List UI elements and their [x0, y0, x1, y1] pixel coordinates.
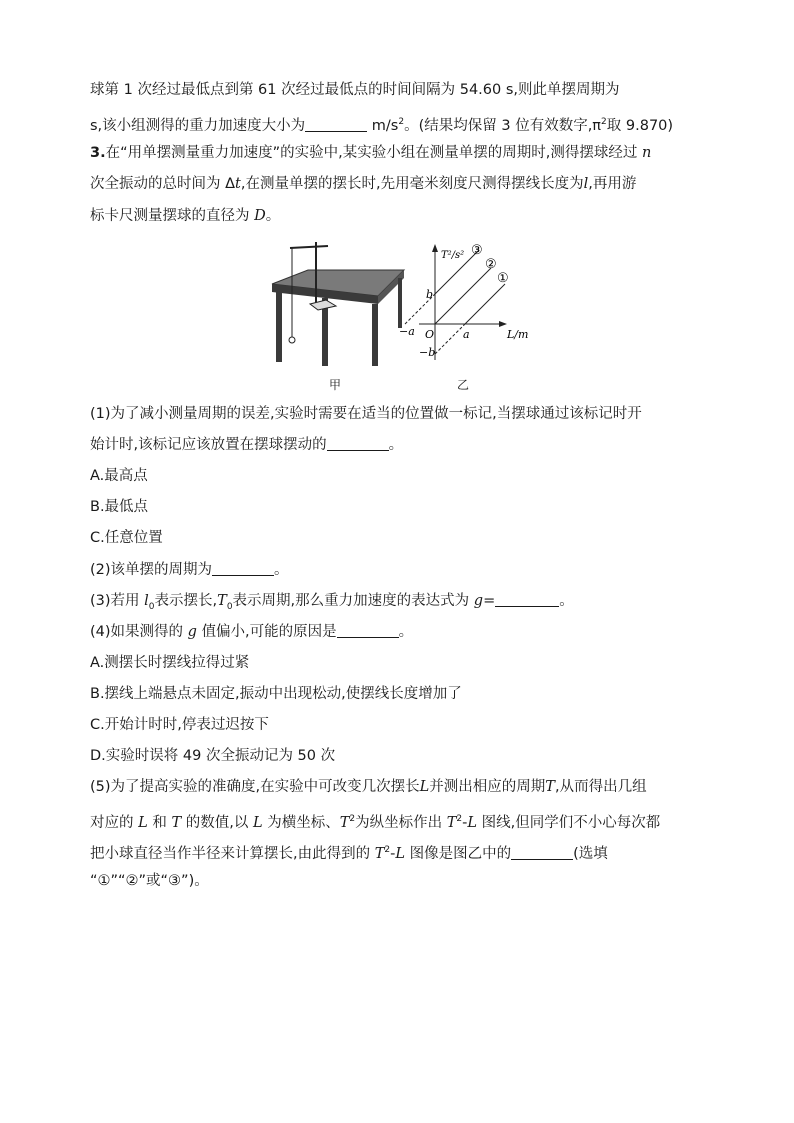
math-var: l [583, 176, 589, 192]
math-var: T [217, 593, 227, 609]
option-c: C.任意位置 [90, 530, 163, 546]
option-d: D.实验时误将 49 次全振动记为 50 次 [90, 748, 336, 764]
answer-blank [337, 623, 399, 638]
text-span: ,再用游 [588, 176, 637, 192]
text-span: 为纵坐标作出 [355, 814, 443, 831]
text-line [90, 591, 710, 617]
pendulum-bob [289, 337, 295, 343]
figure-apparatus [268, 238, 408, 370]
text-line [90, 560, 710, 580]
math-var: L [395, 845, 405, 862]
text-span: 。 [398, 624, 414, 640]
math-var: L [252, 814, 263, 831]
text-line [90, 404, 710, 424]
answer-blank [511, 845, 573, 860]
option-b: B.摆线上端悬点未固定,振动中出现松动,使摆线长度增加了 [90, 686, 462, 702]
option-a: A.最高点 [90, 468, 148, 484]
math-var: L [419, 779, 430, 795]
subscript: 0 [148, 601, 155, 612]
option-b: B.最低点 [90, 499, 149, 515]
y-axis-arrow [432, 244, 438, 252]
text-span: - [390, 845, 396, 862]
text-span: ,在测量单摆的摆长时,先用毫米刻度尺测得摆线长度为 [240, 176, 584, 192]
text-span: 球第 1 次经过最低点到第 61 次经过最低点的时间间隔为 54.60 s,则此单摆周期为 [90, 82, 620, 98]
text-span: 值偏小,可能的原因是 [201, 624, 337, 640]
text-span: 。 [265, 208, 281, 224]
math-var: T [545, 779, 555, 795]
text-span: 在“用单摆测量重力加速度”的实验中,某实验小组在测量单摆的周期时,测得摆球经过 [105, 145, 638, 161]
text-span: (2)该单摆的周期为 [90, 562, 213, 578]
text-span: 并测出相应的周期 [429, 779, 546, 795]
text-span: 标卡尺测量摆球的直径为 [90, 208, 250, 224]
graph-line-1-ext [435, 324, 465, 354]
math-var: D [254, 208, 266, 224]
text-span: 图线,但同学们不小心每次都 [481, 814, 661, 831]
text-span: 次全振动的总时间为 Δ [90, 176, 236, 192]
option-a: A.测摆长时摆线拉得过紧 [90, 655, 250, 671]
math-var: l [144, 593, 149, 609]
text-span: 表示周期,那么重力加速度的表达式为 [232, 593, 470, 609]
text-line [90, 840, 710, 864]
tick-b: b [426, 288, 434, 301]
math-var: T [446, 814, 457, 831]
text-span: 。(结果均保留 3 位有效数字,π [404, 117, 602, 134]
figure-graph [395, 238, 545, 366]
subscript: 0 [226, 601, 233, 612]
text-span: 表示摆长, [154, 593, 218, 609]
superscript: 2 [601, 117, 607, 127]
text-span: - [462, 814, 468, 831]
text-span: s,该小组测得的重力加速度大小为 [90, 117, 306, 134]
math-var: T [339, 814, 350, 831]
text-line [90, 80, 710, 100]
text-span: 为横坐标、 [267, 814, 340, 831]
text-span: (选填 [573, 845, 608, 862]
text-span: 取 9.870) [606, 117, 674, 134]
option-c: C.开始计时时,停表过迟按下 [90, 717, 269, 733]
text-span: 。 [274, 562, 289, 578]
text-span: m/s [371, 117, 399, 134]
table-leg [276, 292, 282, 362]
text-span: ,从而得出几组 [554, 779, 647, 795]
text-line [90, 622, 710, 642]
text-line: “①”“②”或“③”)。 [90, 873, 209, 889]
math-var: T [171, 814, 182, 831]
text-line [90, 809, 710, 833]
stand-base [310, 300, 336, 310]
origin-label: O [425, 328, 435, 341]
math-var: L [467, 814, 478, 831]
math-var: g [187, 624, 197, 640]
tick-neg-b: −b [419, 346, 436, 359]
superscript: 2 [384, 845, 391, 855]
text-line [90, 777, 710, 797]
text-line [90, 143, 710, 163]
text-span: 对应的 [90, 814, 134, 831]
text-span: (4)如果测得的 [90, 624, 184, 640]
text-line [90, 112, 710, 136]
x-axis-arrow [499, 321, 507, 327]
math-var: t [235, 176, 241, 192]
answer-blank [327, 436, 389, 451]
math-var: n [641, 145, 652, 161]
answer-blank [495, 592, 559, 607]
answer-blank [305, 117, 367, 132]
figure-caption-right: 乙 [457, 378, 470, 392]
text-span: 图像是图乙中的 [409, 845, 512, 862]
text-span: (1)为了减小测量周期的误差,实验时需要在适当的位置做一标记,当摆球通过该标记时开 [90, 406, 642, 422]
text-span: (5)为了提高实验的准确度,在实验中可改变几次摆长 [90, 779, 420, 795]
text-span: 和 [152, 814, 167, 831]
math-var: g [473, 593, 484, 609]
text-span: 。 [388, 437, 404, 453]
x-axis-label: L/m [507, 328, 529, 341]
text-span: 始计时,该标记应该放置在摆球摆动的 [90, 437, 327, 453]
text-span: 的数值,以 [185, 814, 249, 831]
question-number: 3. [90, 145, 106, 161]
graph-line-2 [435, 268, 491, 324]
line-label-3: ③ [471, 243, 483, 258]
text-span: 把小球直径当作半径来计算摆长,由此得到的 [90, 845, 371, 862]
text-span: = [483, 593, 496, 609]
text-line [90, 174, 710, 194]
text-line [90, 206, 710, 226]
figure-caption-left: 甲 [329, 378, 342, 392]
y-axis-label: T²/s² [441, 250, 465, 261]
superscript: 2 [456, 814, 463, 824]
math-var: L [138, 814, 148, 831]
text-span: 。 [559, 593, 574, 609]
superscript: 2 [349, 814, 356, 824]
line-label-2: ② [485, 257, 497, 272]
graph-line-1 [465, 284, 505, 324]
line-label-1: ① [497, 271, 509, 286]
math-var: T [374, 845, 385, 862]
tick-a: a [463, 328, 470, 341]
superscript: 2 [398, 117, 405, 127]
stand-arm [290, 246, 328, 248]
table-leg [372, 304, 378, 366]
tick-neg-a: −a [399, 325, 415, 338]
answer-blank [212, 561, 274, 576]
text-span: (3)若用 [90, 593, 140, 609]
text-line [90, 435, 710, 455]
